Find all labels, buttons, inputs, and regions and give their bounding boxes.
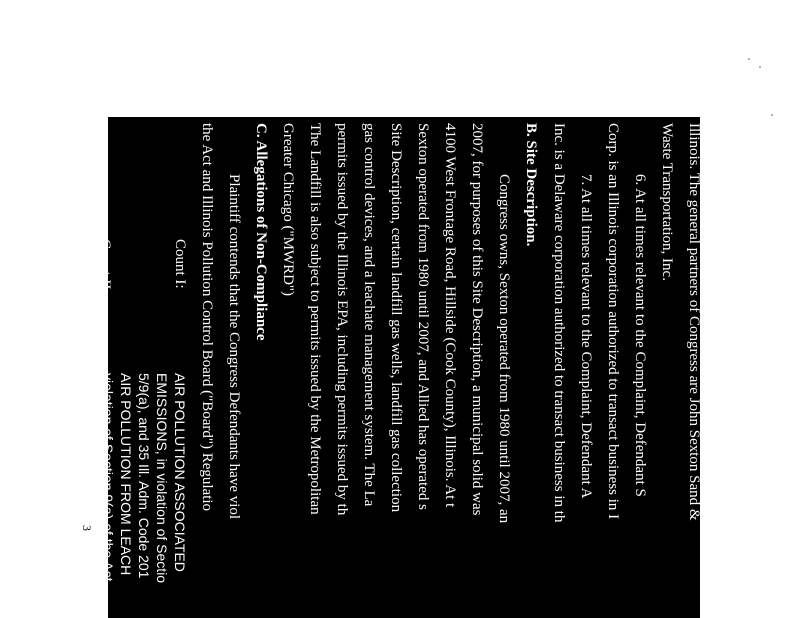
text-line: Illinois. The general partners of Congress are John Sexton Sand & [686,123,702,521]
text-line: Plaintiff contends that the Congress Defendants have viol [226,174,242,520]
text-line: The Landfill is also subject to permits issued by the Metropolitan [307,123,323,515]
count-text: violation of Section 9(a) of the Act [100,373,116,582]
scan-speck [748,58,750,60]
text-line: permits issued by the Illinois EPA, including permits issued by th [334,123,350,516]
count-text: Adm. Code 201.141. [82,357,98,486]
count-text: AIR POLLUTION FROM LEACH [118,373,134,576]
text-line: Inc. is a Delaware corporation authorized to transact business in th [551,123,567,523]
count-text: EMISSIONS, in violation of Sectio [154,373,170,584]
text-line: Site Description, certain landfill gas wells, landfill gas collection [388,123,404,513]
text-line: the Act and Illinois Pollution Control Board ("Board") Regulatio [199,123,215,512]
text-line: Congress owns, Sexton operated from 1980 until 2007, an [496,174,512,524]
text-line: Corp. is an Illinois corporation authorized to transact business in I [605,123,621,520]
scan-speck [759,66,761,68]
page-number: 3 [80,525,94,531]
scan-speck [771,114,773,116]
count-text: 5/9(a), and 35 Ill. Adm. Code 201 [136,373,152,579]
text-line: 4100 West Frontage Road, Hillside (Cook County), Illinois. At t [442,123,458,508]
scanned-page [82,117,702,618]
section-heading: B. Site Description. [523,123,539,247]
text-line: Greater Chicago ("MWRD") [280,123,296,297]
text-line: 2007, for purposes of this Site Description, a municipal solid was [469,123,485,516]
text-line: 7. At all times relevant to the Complaint, Defendant A [578,174,594,499]
section-heading: C. Allegations of Non-Compliance [253,123,269,341]
text-line: gas control devices, and a leachate management system. The La [361,123,377,507]
count-text: AIR POLLUTION ASSOCIATED [172,373,188,572]
count-label: Count II: [97,239,113,294]
count-label: Count I: [172,239,188,289]
text-line: Sexton operated from 1980 until 2007, and Allied has operated s [415,123,431,511]
text-line: 6. At all times relevant to the Complaint, Defendant S [632,174,648,497]
text-line: Waste Transportation, Inc. [659,123,675,281]
